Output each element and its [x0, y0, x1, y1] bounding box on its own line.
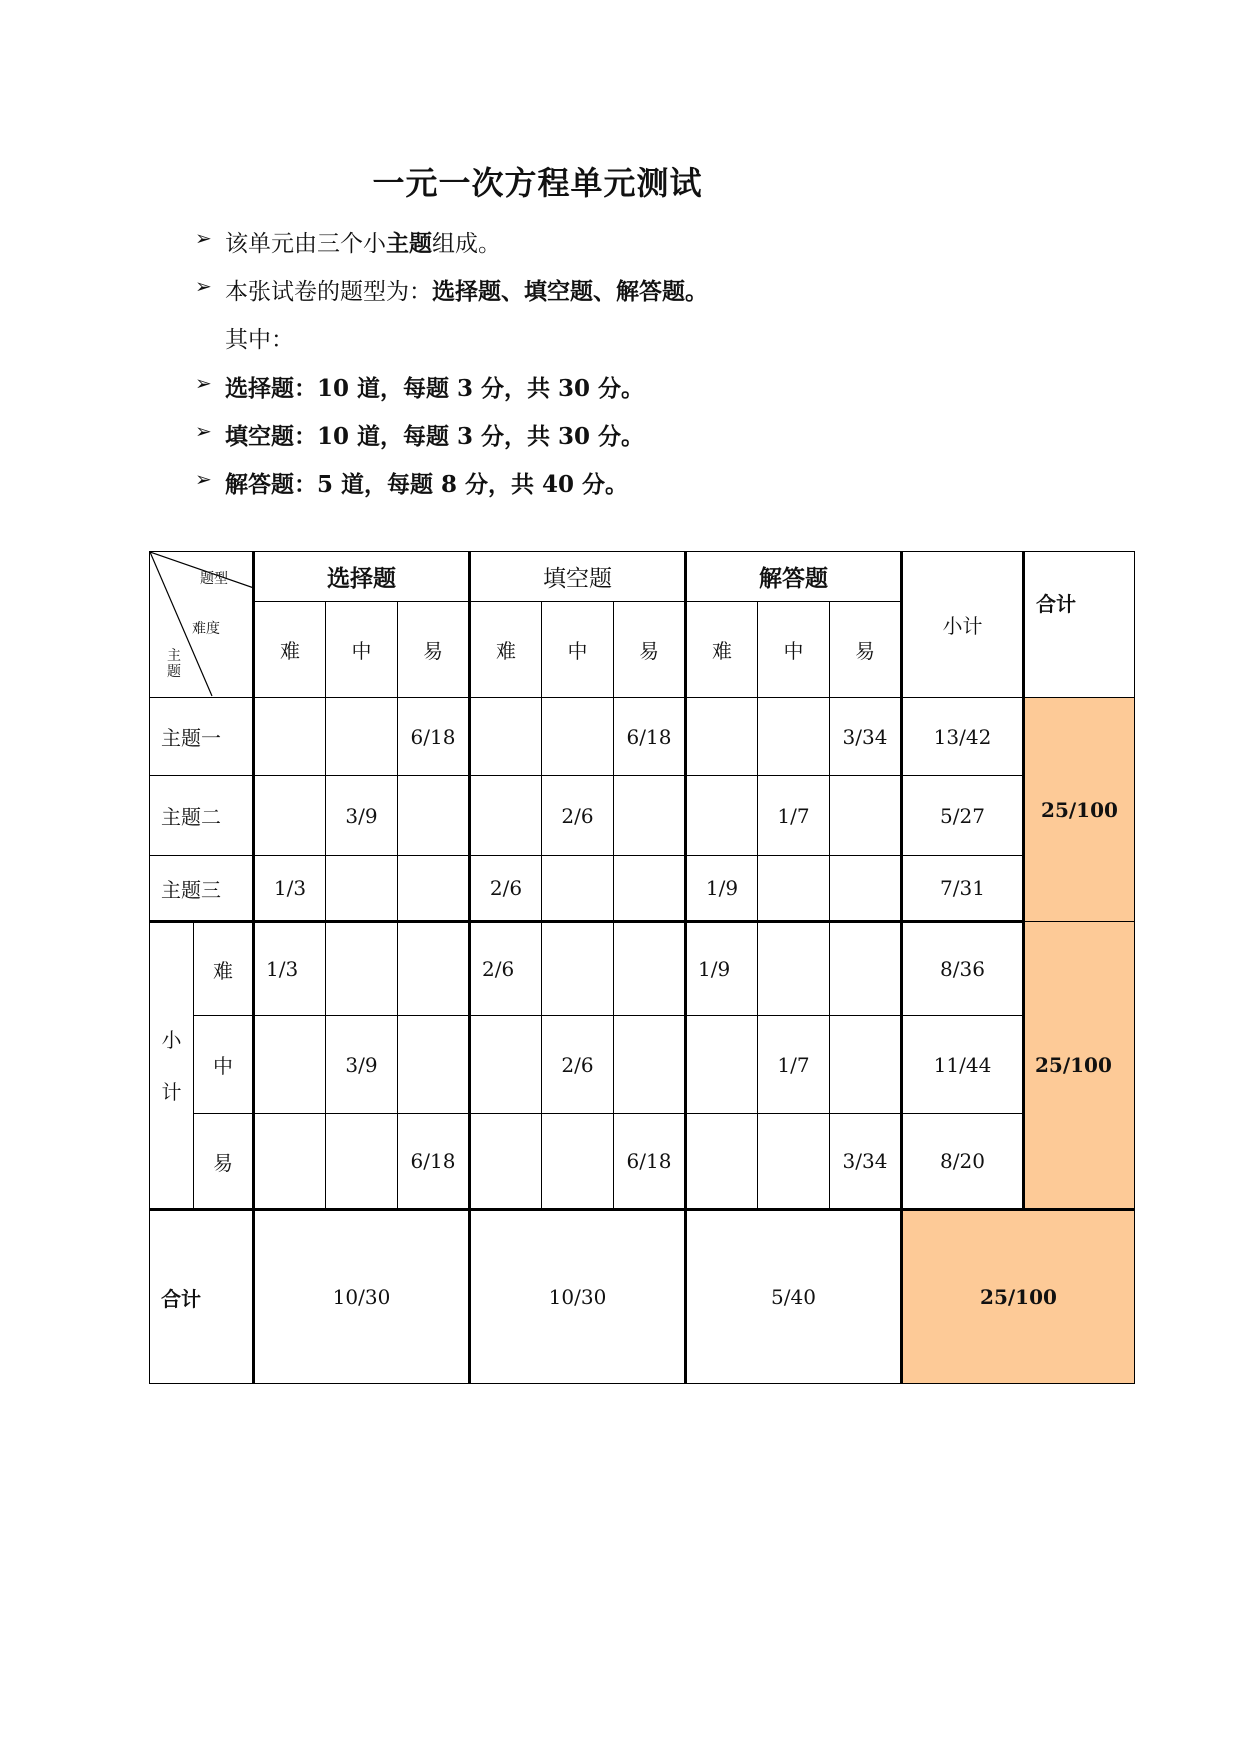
table-cell: 6/18: [614, 698, 686, 776]
table-cell: [686, 1114, 758, 1210]
grand-type-total: 10/30: [254, 1210, 470, 1384]
table-cell: [254, 776, 326, 856]
table-cell: [614, 1016, 686, 1114]
level-header: 难: [470, 602, 542, 698]
table-cell: [470, 776, 542, 856]
topic-subtotal: 5/27: [902, 776, 1024, 856]
arrow-bullet-icon: ➢: [195, 419, 212, 443]
intro-line-5: [195, 418, 645, 451]
difficulty-subtotal: 11/44: [902, 1016, 1024, 1114]
table-cell: [254, 1016, 326, 1114]
table-cell: [398, 856, 470, 922]
table-cell: [758, 698, 830, 776]
table-cell: [542, 1114, 614, 1210]
total-header: 合计: [1024, 552, 1135, 698]
page-title: 一元一次方程单元测试: [372, 164, 703, 202]
table-cell: 2/6: [542, 776, 614, 856]
grand-total-value: 25/100: [902, 1210, 1135, 1384]
intro-text: 组成。: [432, 231, 501, 257]
table-cell: 1/9: [686, 922, 758, 1016]
table-cell: [614, 856, 686, 922]
table-cell: [326, 922, 398, 1016]
intro-line-4: [195, 370, 645, 403]
table-cell: [830, 776, 902, 856]
grand-type-total: 5/40: [686, 1210, 902, 1384]
table-cell: 2/6: [470, 856, 542, 922]
intro-text: 本张试卷的题型为：: [225, 279, 432, 305]
table-cell: [686, 776, 758, 856]
difficulty-subtotal: 8/20: [902, 1114, 1024, 1210]
table-cell: [830, 1016, 902, 1114]
table-cell: 1/3: [254, 922, 326, 1016]
table-cell: [830, 922, 902, 1016]
difficulty-label: 易: [194, 1114, 254, 1210]
intro-bold: 选择题、填空题、解答题。: [432, 278, 708, 305]
table-cell: 6/18: [398, 698, 470, 776]
rule-choice: 选择题：10 道，每题 3 分，共 30 分。: [225, 375, 645, 402]
table-cell: 3/9: [326, 1016, 398, 1114]
table-cell: 3/34: [830, 1114, 902, 1210]
table-cell: 1/3: [254, 856, 326, 922]
table-cell: 1/7: [758, 1016, 830, 1114]
intro-line-6: [195, 466, 629, 499]
subtotal-label-char: 计: [161, 1079, 182, 1104]
rule-answer: 解答题：5 道，每题 8 分，共 40 分。: [225, 471, 629, 498]
type-header: 填空题: [470, 552, 686, 602]
rule-fill: 填空题：10 道，每题 3 分，共 30 分。: [225, 423, 645, 450]
grand-total-label: 合计: [150, 1210, 254, 1384]
intro-line-1: [195, 225, 501, 258]
table-cell: [614, 776, 686, 856]
table-cell: 3/9: [326, 776, 398, 856]
difficulty-label: 难: [194, 922, 254, 1016]
level-header: 易: [830, 602, 902, 698]
table-cell: 6/18: [398, 1114, 470, 1210]
table-cell: [326, 856, 398, 922]
level-header: 中: [326, 602, 398, 698]
corner-cell: [150, 552, 254, 698]
difficulty-label: 中: [194, 1016, 254, 1114]
table-cell: [758, 1114, 830, 1210]
table-cell: [254, 1114, 326, 1210]
difficulty-subtotal: 8/36: [902, 922, 1024, 1016]
subtotal-label-char: 小: [161, 1027, 182, 1052]
level-header: 易: [398, 602, 470, 698]
level-header: 中: [758, 602, 830, 698]
topic-total: 25/100: [1024, 698, 1135, 922]
subtotal-header: 小计: [902, 552, 1024, 698]
table-cell: [470, 698, 542, 776]
table-cell: [398, 922, 470, 1016]
table-cell: [614, 922, 686, 1016]
level-header: 中: [542, 602, 614, 698]
table-cell: 2/6: [470, 922, 542, 1016]
table-cell: [326, 1114, 398, 1210]
level-header: 难: [254, 602, 326, 698]
table-cell: [686, 698, 758, 776]
intro-text: 该单元由三个小: [225, 231, 386, 257]
spec-table: [149, 551, 1135, 1384]
corner-label-difficulty: 难度: [192, 621, 220, 637]
table-cell: 6/18: [614, 1114, 686, 1210]
table-cell: [830, 856, 902, 922]
arrow-bullet-icon: ➢: [195, 226, 212, 250]
table-cell: [758, 856, 830, 922]
intro-line-2: [195, 273, 708, 306]
topic-label: 主题一: [150, 698, 254, 776]
table-cell: [398, 776, 470, 856]
table-cell: 1/9: [686, 856, 758, 922]
level-header: 难: [686, 602, 758, 698]
level-header: 易: [614, 602, 686, 698]
table-cell: [254, 698, 326, 776]
table-cell: [398, 1016, 470, 1114]
table-cell: 1/7: [758, 776, 830, 856]
corner-label-type: 题型: [200, 571, 228, 587]
arrow-bullet-icon: ➢: [195, 467, 212, 491]
arrow-bullet-icon: ➢: [195, 274, 212, 298]
subtotal-row-label: [150, 922, 194, 1210]
table-cell: [686, 1016, 758, 1114]
topic-label: 主题二: [150, 776, 254, 856]
table-cell: 3/34: [830, 698, 902, 776]
topic-label: 主题三: [150, 856, 254, 922]
table-cell: [542, 922, 614, 1016]
table-cell: [326, 698, 398, 776]
intro-bold: 主题: [386, 230, 432, 257]
type-header: 选择题: [254, 552, 470, 602]
table-cell: [758, 922, 830, 1016]
table-cell: [470, 1016, 542, 1114]
arrow-bullet-icon: ➢: [195, 371, 212, 395]
table-cell: [542, 856, 614, 922]
table-cell: 2/6: [542, 1016, 614, 1114]
table-cell: [470, 1114, 542, 1210]
type-header: 解答题: [686, 552, 902, 602]
topic-subtotal: 13/42: [902, 698, 1024, 776]
grand-type-total: 10/30: [470, 1210, 686, 1384]
topic-subtotal: 7/31: [902, 856, 1024, 922]
intro-line-3: 其中：: [225, 327, 294, 353]
difficulty-total: 25/100: [1024, 922, 1135, 1210]
corner-label-topic: 主题: [167, 648, 181, 680]
table-cell: [542, 698, 614, 776]
